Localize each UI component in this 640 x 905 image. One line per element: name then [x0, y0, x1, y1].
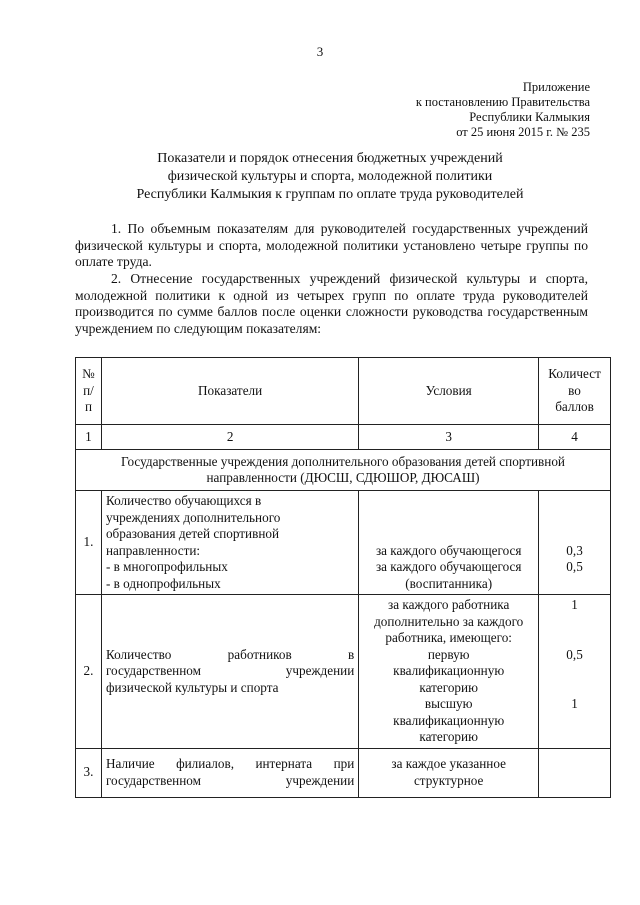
indicator-line: Количество работников в [105, 646, 355, 662]
indicator-line: образования детей спортивной [105, 526, 280, 541]
row-points [539, 595, 611, 749]
condition-line: категорию [419, 679, 478, 695]
appendix-line: от 25 июня 2015 г. № 235 [456, 125, 590, 139]
points-value [543, 576, 606, 593]
points-value: 0,5 [566, 559, 583, 574]
row-num: 2. [76, 595, 102, 749]
row-indicator [101, 491, 358, 595]
header-points-line: во [568, 382, 581, 398]
paragraph-1: 1. По объемным показателям для руководителей государственных учреждений физической культуры и спорта, молодежной политики установлено четыре группы по оплате труда. [75, 221, 588, 269]
header-conditions: Условия [359, 358, 539, 425]
indicator-line: государственном учреждении [105, 772, 355, 788]
section-row [76, 450, 611, 491]
condition-line: за каждого обучающегося [375, 542, 522, 558]
condition-line: квалификационную [393, 663, 505, 678]
row-conditions [359, 595, 539, 749]
document-title [60, 150, 600, 204]
row-indicator [101, 748, 358, 797]
indicator-line: - в многопрофильных [105, 559, 228, 574]
section-title: Государственные учреждения дополнительного образования детей спортивной направленности (ДЮСШ, СДЮШОР, ДЮСАШ) [76, 450, 611, 491]
header-points [539, 358, 611, 425]
row-points [539, 748, 611, 797]
title-line: физической культуры и спорта, молодежной политики [167, 169, 493, 184]
points-value: 0,3 [566, 542, 583, 558]
appendix-block [350, 80, 590, 140]
indicators-table [75, 357, 611, 798]
condition-line: первую [427, 646, 470, 662]
header-num-line: № [82, 366, 95, 382]
condition-line: дополнительно за каждого [374, 613, 524, 629]
condition-line: высшую [424, 696, 473, 711]
row-points [539, 491, 611, 595]
indicator-line: - в однопрофильных [105, 575, 221, 591]
indicator-line: учреждениях дополнительного [105, 509, 281, 525]
condition-line: за каждого работника [388, 597, 510, 612]
table-header-row [76, 358, 611, 425]
points-value: 0,5 [566, 646, 583, 662]
condition-line: (воспитанника) [405, 575, 493, 591]
header-indicators: Показатели [101, 358, 358, 425]
condition-line: работника, имеющего: [385, 630, 512, 645]
points-value [543, 713, 606, 730]
points-value [543, 729, 606, 746]
points-value [543, 663, 606, 680]
indicator-line: Наличие филиалов, интерната при [105, 756, 355, 771]
title-line: Республики Калмыкия к группам по оплате труда руководителей [136, 187, 524, 202]
column-number-row [76, 425, 611, 450]
column-number: 4 [539, 425, 611, 450]
points-value: 1 [571, 696, 578, 711]
header-points-line: баллов [555, 399, 594, 415]
condition-line: структурное [413, 772, 484, 788]
points-value [543, 614, 606, 631]
column-number: 3 [359, 425, 539, 450]
row-indicator [101, 595, 358, 749]
header-num [76, 358, 102, 425]
table-row [76, 491, 611, 595]
appendix-line: Приложение [522, 80, 590, 94]
column-number: 1 [76, 425, 102, 450]
points-value [543, 680, 606, 697]
indicator-line: государственном учреждении [105, 663, 355, 678]
points-value: 1 [571, 597, 578, 612]
header-num-line: п/п [83, 382, 94, 415]
row-conditions [359, 491, 539, 595]
indicator-line: физической культуры и спорта [105, 679, 279, 695]
row-num: 1. [76, 491, 102, 595]
appendix-line: к постановлению Правительства [415, 95, 590, 109]
condition-line: за каждое указанное [391, 756, 506, 771]
condition-line: категорию [419, 729, 478, 744]
row-num: 3. [76, 748, 102, 797]
indicator-line: направленности: [105, 542, 201, 558]
row-conditions [359, 748, 539, 797]
condition-line: квалификационную [393, 712, 505, 728]
appendix-line: Республики Калмыкия [469, 110, 590, 124]
header-points-line: Количест [548, 366, 601, 382]
table-row [76, 748, 611, 797]
column-number: 2 [101, 425, 358, 450]
page-number: 3 [316, 44, 324, 59]
title-line: Показатели и порядок отнесения бюджетных учреждений [157, 151, 503, 166]
table-row [76, 595, 611, 749]
points-value [543, 630, 606, 647]
paragraph-2: 2. Отнесение государственных учреждений физической культуры и спорта, молодежной политики к одной из четырех групп по оплате труда руководителей производится по сумме баллов после оценки сложности руководства государственным учреждением по следующим показателям: [75, 271, 588, 336]
indicator-line: Количество обучающихся в [105, 493, 262, 508]
condition-line: за каждого обучающегося [375, 559, 522, 574]
